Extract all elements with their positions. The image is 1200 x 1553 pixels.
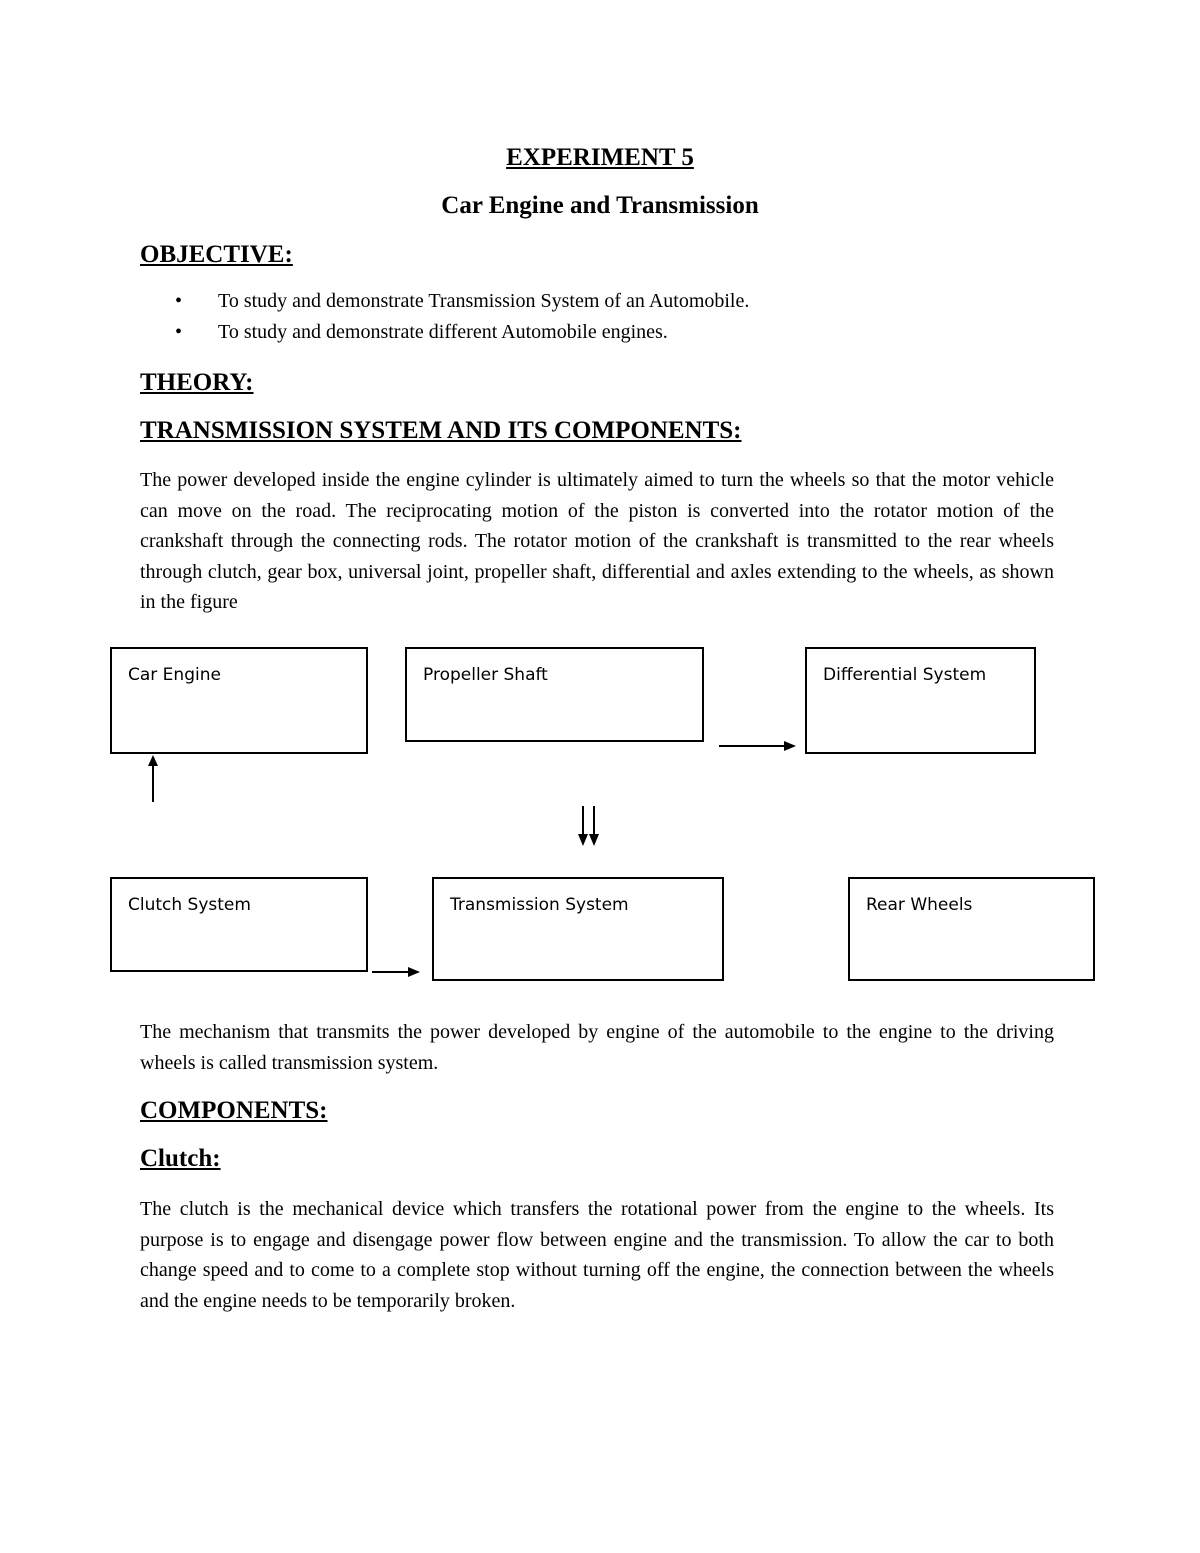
car-engine-label: Car Engine <box>128 665 221 685</box>
differential-system-label: Differential System <box>823 665 987 685</box>
transmission-system-label: Transmission System <box>450 895 629 915</box>
objective-text: To study and demonstrate different Automobile engines. <box>218 320 668 343</box>
components-heading: COMPONENTS: <box>140 1097 328 1124</box>
clutch-paragraph: The clutch is the mechanical device which transfers the rotational power from the engine to the wheels. Its purpose is to engage and disengage power flow between engine and the transmission. To allow the car to both change speed and to come to a complete stop without turning off the engine, the connection between the wheels and the engine needs to be temporarily broken. <box>140 1198 1054 1312</box>
theory-heading: THEORY: <box>140 369 254 396</box>
transmission-heading: TRANSMISSION SYSTEM AND ITS COMPONENTS: <box>140 417 742 444</box>
bullet-icon: • <box>175 290 183 312</box>
bullet-icon: • <box>175 320 183 343</box>
arrow-up-icon <box>148 755 158 802</box>
experiment-subtitle: Car Engine and Transmission <box>441 192 759 219</box>
objective-text: To study and demonstrate Transmission System of an Automobile. <box>218 290 750 312</box>
arrow-right-icon <box>719 741 796 751</box>
experiment-title: EXPERIMENT 5 <box>506 144 694 171</box>
double-arrow-down-icon <box>578 806 599 846</box>
mechanism-paragraph: The mechanism that transmits the power developed by engine of the automobile to the engine to the driving wheels is called transmission system. <box>140 1021 1054 1074</box>
clutch-system-label: Clutch System <box>128 895 251 915</box>
propeller-shaft-label: Propeller Shaft <box>423 665 548 685</box>
transmission-paragraph: The power developed inside the engine cylinder is ultimately aimed to turn the wheels so that the motor vehicle can move on the road. The reciprocating motion of the piston is converted into the rotator motion of the crankshaft through the connecting rods. The rotator motion of the crankshaft is transmitted to the rear wheels through clutch, gear box, universal joint, propeller shaft, differential and axles extending to the wheels, as shown in the figure <box>140 469 1054 613</box>
clutch-heading: Clutch: <box>140 1145 221 1172</box>
objective-heading: OBJECTIVE: <box>140 241 293 268</box>
rear-wheels-label: Rear Wheels <box>866 895 973 915</box>
arrow-right-icon <box>372 967 420 977</box>
